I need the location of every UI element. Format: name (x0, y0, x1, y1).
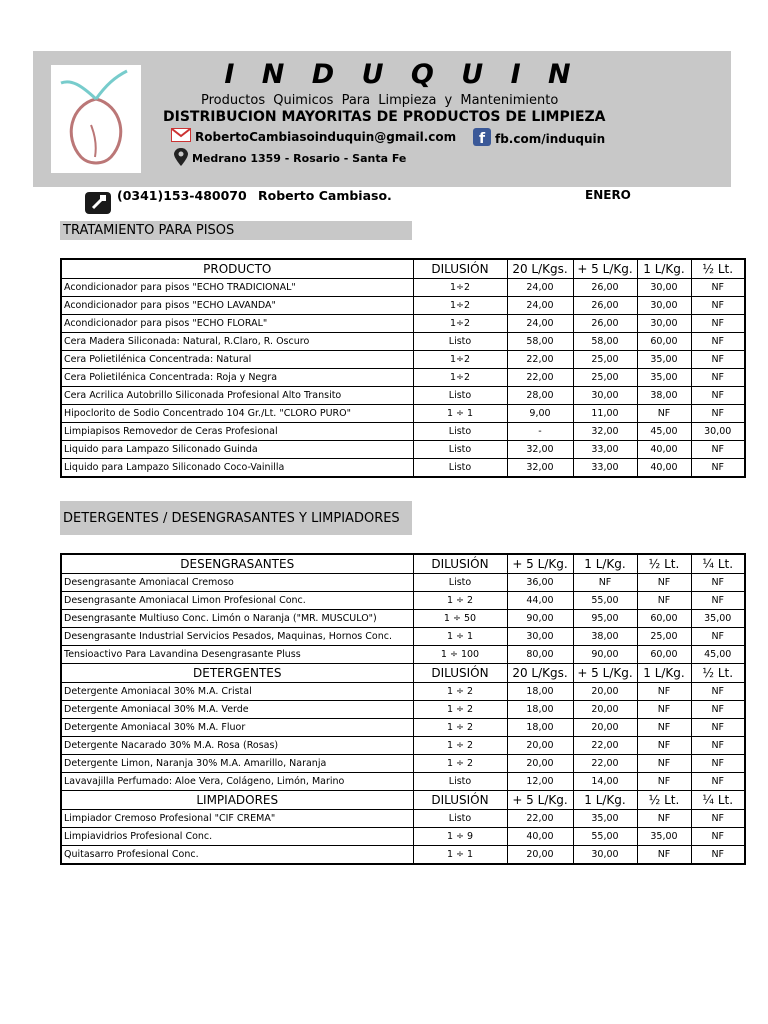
table-row (61, 279, 745, 297)
product-name-cell: Detergente Nacarado 30% M.A. Rosa (Rosas) (61, 737, 413, 755)
col-header: + 5 L/Kg. (507, 554, 573, 574)
price-cell: NF (691, 683, 745, 701)
price-cell: Listo (413, 441, 507, 459)
price-cell: 9,00 (507, 405, 573, 423)
price-cell: NF (691, 592, 745, 610)
col-header: ½ Lt. (691, 664, 745, 683)
price-cell: 1÷2 (413, 369, 507, 387)
col-header: DILUSIÓN (413, 259, 507, 279)
price-cell: NF (691, 773, 745, 791)
price-cell: NF (637, 810, 691, 828)
price-cell: 1 ÷ 2 (413, 592, 507, 610)
price-cell: 22,00 (573, 737, 637, 755)
col-header: ½ Lt. (691, 259, 745, 279)
price-cell: 18,00 (507, 719, 573, 737)
product-name-cell: Desengrasante Amoniacal Limon Profesional Conc. (61, 592, 413, 610)
col-header: PRODUCTO (61, 259, 413, 279)
price-cell: 32,00 (573, 423, 637, 441)
product-name-cell: Cera Polietilénica Concentrada: Roja y Negra (61, 369, 413, 387)
brand-name: I N D U Q U I N (224, 59, 580, 90)
section-title-detergentes: DETERGENTES / DESENGRASANTES Y LIMPIADORES (60, 501, 412, 535)
table-row (61, 405, 745, 423)
price-cell: 35,00 (637, 369, 691, 387)
price-cell: NF (691, 333, 745, 351)
distribution-title: DISTRIBUCION MAYORITAS DE PRODUCTOS DE LIMPIEZA (163, 109, 606, 125)
price-cell: 18,00 (507, 683, 573, 701)
product-name-cell: Cera Acrilica Autobrillo Siliconada Profesional Alto Transito (61, 387, 413, 405)
price-cell: 1 ÷ 1 (413, 405, 507, 423)
price-cell: NF (691, 315, 745, 333)
product-name-cell: Acondicionador para pisos "ECHO TRADICIONAL" (61, 279, 413, 297)
price-cell: NF (691, 574, 745, 592)
contact-name: Roberto Cambiaso. (258, 188, 392, 203)
price-cell: 80,00 (507, 646, 573, 664)
product-name-cell: Desengrasante Industrial Servicios Pesados, Maquinas, Hornos Conc. (61, 628, 413, 646)
product-name-cell: Limpiavidrios Profesional Conc. (61, 828, 413, 846)
col-header: ½ Lt. (637, 554, 691, 574)
desengrasantes-header-row (61, 554, 745, 574)
price-cell: 44,00 (507, 592, 573, 610)
price-cell: NF (637, 846, 691, 865)
col-header: 20 L/Kgs. (507, 259, 573, 279)
price-cell: 58,00 (573, 333, 637, 351)
price-cell: 32,00 (507, 459, 573, 478)
price-cell: 11,00 (573, 405, 637, 423)
col-header: 1 L/Kg. (573, 554, 637, 574)
price-cell: Listo (413, 810, 507, 828)
price-cell: 24,00 (507, 315, 573, 333)
table-row (61, 773, 745, 791)
price-cell: Listo (413, 423, 507, 441)
price-cell: 55,00 (573, 828, 637, 846)
price-cell: 20,00 (507, 737, 573, 755)
price-cell: 1 ÷ 100 (413, 646, 507, 664)
price-cell: NF (691, 441, 745, 459)
detergentes-header-row (61, 664, 745, 683)
table-row (61, 737, 745, 755)
price-cell: NF (691, 459, 745, 478)
price-cell: 40,00 (507, 828, 573, 846)
col-header: + 5 L/Kg. (573, 259, 637, 279)
price-cell: 30,00 (637, 297, 691, 315)
col-header: ¼ Lt. (691, 791, 745, 810)
product-name-cell: Tensioactivo Para Lavandina Desengrasante Pluss (61, 646, 413, 664)
facebook-text: fb.com/induquin (495, 131, 606, 146)
price-cell: Listo (413, 459, 507, 478)
price-cell: 28,00 (507, 387, 573, 405)
product-name-cell: Liquido para Lampazo Siliconado Guinda (61, 441, 413, 459)
col-header: 1 L/Kg. (637, 259, 691, 279)
col-header: 20 L/Kgs. (507, 664, 573, 683)
price-cell: 22,00 (507, 369, 573, 387)
product-name-cell: Limpiador Cremoso Profesional "CIF CREMA" (61, 810, 413, 828)
col-header: + 5 L/Kg. (573, 664, 637, 683)
price-cell: 90,00 (507, 610, 573, 628)
price-cell: Listo (413, 574, 507, 592)
address-contact (174, 148, 406, 169)
limpiadores-header-row (61, 791, 745, 810)
price-cell: 26,00 (573, 279, 637, 297)
product-name-cell: Detergente Amoniacal 30% M.A. Cristal (61, 683, 413, 701)
price-cell: NF (637, 773, 691, 791)
table-row (61, 810, 745, 828)
price-cell: 38,00 (637, 387, 691, 405)
price-cell: 32,00 (507, 441, 573, 459)
price-cell: NF (691, 405, 745, 423)
price-cell: 35,00 (637, 828, 691, 846)
col-header: ¼ Lt. (691, 554, 745, 574)
price-cell: Listo (413, 333, 507, 351)
email-contact[interactable] (171, 128, 456, 145)
price-cell: NF (637, 737, 691, 755)
price-cell: 45,00 (637, 423, 691, 441)
price-cell: 22,00 (507, 810, 573, 828)
price-cell: 24,00 (507, 279, 573, 297)
col-header: 1 L/Kg. (637, 664, 691, 683)
price-cell: NF (691, 719, 745, 737)
price-cell: NF (691, 351, 745, 369)
price-cell: 18,00 (507, 701, 573, 719)
price-cell: 33,00 (573, 459, 637, 478)
product-name-cell: Cera Madera Siliconada: Natural, R.Claro, R. Oscuro (61, 333, 413, 351)
price-cell: Listo (413, 387, 507, 405)
table-row (61, 369, 745, 387)
address-text: Medrano 1359 - Rosario - Santa Fe (192, 152, 407, 165)
price-cell: 25,00 (573, 369, 637, 387)
product-name-cell: Cera Polietilénica Concentrada: Natural (61, 351, 413, 369)
price-cell: 58,00 (507, 333, 573, 351)
phone-number: (0341)153-480070 (117, 188, 247, 203)
price-cell: NF (691, 279, 745, 297)
price-cell: 35,00 (691, 610, 745, 628)
table-row (61, 574, 745, 592)
price-cell: 14,00 (573, 773, 637, 791)
price-cell: 22,00 (507, 351, 573, 369)
price-cell: 1 ÷ 2 (413, 683, 507, 701)
price-cell: 55,00 (573, 592, 637, 610)
price-cell: 26,00 (573, 315, 637, 333)
price-cell: 25,00 (573, 351, 637, 369)
product-name-cell: Quitasarro Profesional Conc. (61, 846, 413, 865)
price-cell: 20,00 (573, 683, 637, 701)
price-cell: 30,00 (691, 423, 745, 441)
price-cell: 1 ÷ 1 (413, 846, 507, 865)
location-pin-icon (174, 148, 188, 169)
price-cell: NF (637, 405, 691, 423)
price-cell: 45,00 (691, 646, 745, 664)
price-cell: 12,00 (507, 773, 573, 791)
price-cell: 1 ÷ 50 (413, 610, 507, 628)
price-cell: NF (691, 701, 745, 719)
price-cell: NF (691, 846, 745, 865)
price-cell: 35,00 (573, 810, 637, 828)
product-name-cell: Lavavajilla Perfumado: Aloe Vera, Colágeno, Limón, Marino (61, 773, 413, 791)
col-header: 1 L/Kg. (573, 791, 637, 810)
price-cell: NF (691, 737, 745, 755)
price-cell: 22,00 (573, 755, 637, 773)
col-header: DILUSIÓN (413, 664, 507, 683)
table-row (61, 423, 745, 441)
col-header: DILUSIÓN (413, 791, 507, 810)
price-cell: NF (691, 828, 745, 846)
price-cell: NF (637, 701, 691, 719)
price-cell: 1 ÷ 2 (413, 737, 507, 755)
price-cell: 30,00 (573, 387, 637, 405)
price-cell: 36,00 (507, 574, 573, 592)
price-cell: 1 ÷ 9 (413, 828, 507, 846)
price-cell: NF (637, 683, 691, 701)
price-cell: 1 ÷ 2 (413, 719, 507, 737)
price-cell: 60,00 (637, 646, 691, 664)
mail-icon (171, 128, 191, 145)
product-name-cell: Desengrasante Amoniacal Cremoso (61, 574, 413, 592)
price-cell: 60,00 (637, 610, 691, 628)
price-cell: Listo (413, 773, 507, 791)
price-cell: 1 ÷ 2 (413, 755, 507, 773)
price-cell: 95,00 (573, 610, 637, 628)
table-detergentes (60, 553, 746, 865)
header-banner (33, 51, 731, 187)
price-cell: 1÷2 (413, 315, 507, 333)
col-header: ½ Lt. (637, 791, 691, 810)
table-pisos (60, 258, 746, 478)
price-cell: NF (691, 387, 745, 405)
table-row (61, 719, 745, 737)
price-cell: NF (637, 719, 691, 737)
product-name-cell: Detergente Amoniacal 30% M.A. Fluor (61, 719, 413, 737)
price-cell: 40,00 (637, 459, 691, 478)
table-row (61, 351, 745, 369)
price-cell: 30,00 (507, 628, 573, 646)
price-cell: NF (691, 628, 745, 646)
product-name-cell: Acondicionador para pisos "ECHO FLORAL" (61, 315, 413, 333)
col-header: DETERGENTES (61, 664, 413, 683)
price-cell: 26,00 (573, 297, 637, 315)
price-cell: 60,00 (637, 333, 691, 351)
price-cell: NF (637, 755, 691, 773)
price-cell: NF (573, 574, 637, 592)
table-row (61, 333, 745, 351)
price-cell: 1÷2 (413, 351, 507, 369)
table-row (61, 628, 745, 646)
company-subtitle: Productos Quimicos Para Limpieza y Mantenimiento (201, 93, 559, 108)
price-cell: NF (691, 369, 745, 387)
product-name-cell: Desengrasante Multiuso Conc. Limón o Naranja ("MR. MUSCULO") (61, 610, 413, 628)
table-row (61, 646, 745, 664)
table-row (61, 701, 745, 719)
product-name-cell: Detergente Limon, Naranja 30% M.A. Amarillo, Naranja (61, 755, 413, 773)
price-cell: 30,00 (573, 846, 637, 865)
price-cell: 1÷2 (413, 279, 507, 297)
price-cell: 1÷2 (413, 297, 507, 315)
price-cell: NF (637, 592, 691, 610)
price-cell: NF (691, 297, 745, 315)
facebook-contact[interactable] (473, 128, 605, 149)
price-cell: 1 ÷ 2 (413, 701, 507, 719)
month-label: ENERO (585, 188, 631, 202)
table-row (61, 315, 745, 333)
price-cell: - (507, 423, 573, 441)
price-cell: NF (637, 574, 691, 592)
price-cell: 20,00 (507, 846, 573, 865)
product-name-cell: Acondicionador para pisos "ECHO LAVANDA" (61, 297, 413, 315)
price-cell: 30,00 (637, 315, 691, 333)
col-header: DESENGRASANTES (61, 554, 413, 574)
col-header: + 5 L/Kg. (507, 791, 573, 810)
price-cell: 20,00 (573, 701, 637, 719)
facebook-icon (473, 128, 491, 149)
price-cell: 1 ÷ 1 (413, 628, 507, 646)
table-row (61, 459, 745, 478)
table-row (61, 846, 745, 865)
price-cell: 38,00 (573, 628, 637, 646)
price-cell: NF (691, 810, 745, 828)
phone-icon (85, 192, 111, 214)
price-cell: 40,00 (637, 441, 691, 459)
product-name-cell: Liquido para Lampazo Siliconado Coco-Vainilla (61, 459, 413, 478)
price-cell: 35,00 (637, 351, 691, 369)
section-title-pisos: TRATAMIENTO PARA PISOS (60, 221, 412, 240)
price-cell: 30,00 (637, 279, 691, 297)
table-row (61, 441, 745, 459)
col-header: LIMPIADORES (61, 791, 413, 810)
price-cell: 24,00 (507, 297, 573, 315)
product-name-cell: Detergente Amoniacal 30% M.A. Verde (61, 701, 413, 719)
price-cell: 90,00 (573, 646, 637, 664)
table-row (61, 755, 745, 773)
svg-text:f: f (479, 131, 486, 146)
table-row (61, 297, 745, 315)
table-row (61, 683, 745, 701)
table-row (61, 592, 745, 610)
price-cell: 33,00 (573, 441, 637, 459)
price-cell: 20,00 (573, 719, 637, 737)
price-cell: NF (691, 755, 745, 773)
email-text: RobertoCambiasoinduquin@gmail.com (195, 129, 457, 144)
price-cell: 20,00 (507, 755, 573, 773)
product-name-cell: Limpiapisos Removedor de Ceras Profesional (61, 423, 413, 441)
table-row (61, 828, 745, 846)
col-header: DILUSIÓN (413, 554, 507, 574)
product-name-cell: Hipoclorito de Sodio Concentrado 104 Gr./Lt. "CLORO PURO" (61, 405, 413, 423)
price-cell: 25,00 (637, 628, 691, 646)
table-row (61, 610, 745, 628)
table-row (61, 387, 745, 405)
